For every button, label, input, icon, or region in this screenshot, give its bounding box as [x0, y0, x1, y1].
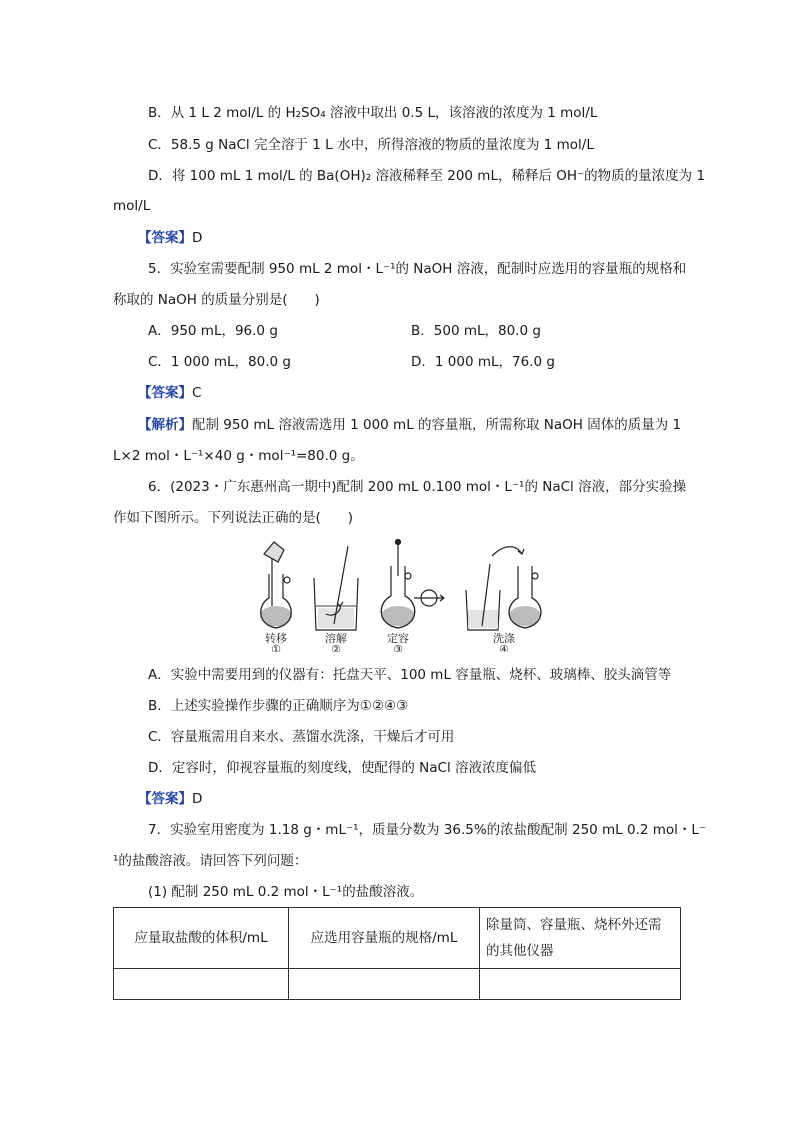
q7-stem-line1: 7．实验室用密度为 1.18 g・mL⁻¹，质量分数为 36.5%的浓盐酸配制 250 mL 0.2 mol・L⁻: [148, 822, 707, 838]
q6-stem-line2: 作如下图所示。下列说法正确的是( ): [113, 510, 354, 526]
table-cell[interactable]: [480, 969, 681, 1000]
q6-stem-line1: 6．(2023・广东惠州高一期中)配制 200 mL 0.100 mol・L⁻¹的 NaCl 溶液，部分实验操: [148, 479, 687, 495]
q5-option-d: D．1 000 mL，76.0 g: [411, 354, 555, 370]
fig-label-2: 溶解: [325, 632, 347, 645]
answer-value: C: [192, 385, 202, 401]
q6-option-a: A．实验中需要用到的仪器有：托盘天平、100 mL 容量瓶、烧杯、玻璃棒、胶头滴管等: [148, 667, 672, 683]
answer-5: [138, 383, 201, 403]
table-header-cell: 除量筒、容量瓶、烧杯外还需的其他仪器: [480, 908, 681, 969]
q5-option-b: B．500 mL，80.0 g: [411, 323, 541, 339]
fig-label-1: 转移: [265, 632, 287, 645]
question-d-line1: D．将 100 mL 1 mol/L 的 Ba(OH)₂ 溶液稀释至 200 mL，稀释后 OH⁻的物质的量浓度为 1: [148, 168, 706, 184]
table-cell[interactable]: [114, 969, 289, 1000]
fig-num-1: ①: [271, 643, 281, 652]
table-row: [114, 969, 681, 1000]
beaker-washing: [466, 547, 541, 630]
explanation-5-line1: [138, 415, 681, 435]
answer-6: [138, 789, 202, 809]
q6-option-d: D．定容时，仰视容量瓶的刻度线，使配得的 NaCl 溶液浓度偏低: [148, 760, 537, 776]
explanation-5-line2: L×2 mol・L⁻¹×40 g・mol⁻¹=80.0 g。: [113, 448, 364, 464]
answer-tag: 【答案】: [138, 791, 192, 807]
answer-tag: 【答案】: [138, 230, 192, 246]
question-c: C．58.5 g NaCl 完全溶于 1 L 水中，所得溶液的物质的量浓度为 1 mol/L: [148, 137, 594, 153]
table-header-row: [114, 908, 681, 969]
answer-value: D: [192, 230, 203, 246]
fig-num-4: ④: [499, 643, 509, 652]
q5-stem-line1: 5．实验室需要配制 950 mL 2 mol・L⁻¹的 NaOH 溶液，配制时应选用的容量瓶的规格和: [148, 261, 687, 277]
q7-answer-table: [113, 907, 681, 1000]
flask-transfer: [260, 542, 292, 628]
explanation-text: 配制 950 mL 溶液需选用 1 000 mL 的容量瓶，所需称取 NaOH 固体的质量为 1: [192, 417, 682, 433]
q5-stem-line2: 称取的 NaOH 的质量分别是( ): [113, 292, 320, 308]
explanation-tag: 【解析】: [138, 417, 192, 433]
answer-4: [138, 228, 202, 248]
experiment-figure: [254, 536, 544, 652]
q7-part1: (1) 配制 250 mL 0.2 mol・L⁻¹的盐酸溶液。: [148, 884, 424, 900]
question-b: B．从 1 L 2 mol/L 的 H₂SO₄ 溶液中取出 0.5 L，该溶液的浓度为 1 mol/L: [148, 105, 598, 121]
q7-stem-line2: ¹的盐酸溶液。请回答下列问题：: [113, 853, 308, 869]
beaker-dissolve: [314, 546, 358, 630]
answer-value: D: [192, 791, 203, 807]
fig-label-4: 洗涤: [493, 632, 515, 645]
fig-num-2: ②: [331, 643, 341, 652]
flask-fix-volume: [381, 540, 444, 629]
q6-option-c: C．容量瓶需用自来水、蒸馏水洗涤，干燥后才可用: [148, 729, 455, 745]
table-header-cell: 应选用容量瓶的规格/mL: [289, 908, 480, 969]
table-cell[interactable]: [289, 969, 480, 1000]
answer-tag: 【答案】: [138, 385, 192, 401]
q5-option-a: A．950 mL，96.0 g: [148, 323, 278, 339]
question-d-line2: mol/L: [113, 198, 151, 214]
fig-label-3: 定容: [387, 632, 409, 645]
q5-option-c: C．1 000 mL，80.0 g: [148, 354, 291, 370]
table-header-cell: 应量取盐酸的体积/mL: [114, 908, 289, 969]
fig-num-3: ③: [393, 643, 403, 652]
q6-option-b: B．上述实验操作步骤的正确顺序为①②④③: [148, 698, 409, 714]
experiment-diagram: [254, 536, 544, 652]
